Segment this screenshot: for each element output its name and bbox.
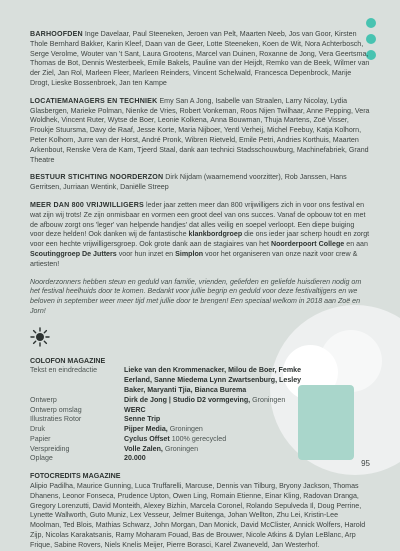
colofon-label: Illustraties Rotor (30, 415, 82, 424)
section-heading: BARHOOFDEN (30, 30, 83, 38)
colofon-value (124, 366, 324, 395)
colofon-label: Tekst en eindredactie (30, 366, 98, 375)
credits-content (30, 30, 370, 551)
highlight-scouting: Scoutinggroep De Jutters (30, 249, 117, 258)
section-heading: BESTUUR STICHTING NOORDERZON (30, 173, 164, 182)
colofon-value (124, 415, 324, 425)
colofon-label: Oplage (30, 454, 53, 463)
locatiemanagers-section (30, 97, 370, 166)
highlight-klankbordgroep: klankbordgroep (188, 230, 243, 239)
section-text: en aan (346, 240, 368, 249)
colofon-value (124, 454, 324, 464)
colofon-value-main: Pijper Media, (124, 425, 168, 434)
closing-note: Noorderzonners hebben steun en geduld van familie, vrienden, geliefden en geliefde huisdieren nodig om het festival heelhuids door te komen. Bedankt voor jullie begrip en geduld voor deze festivaltijgers en we beloven in september weer meer tijd met jullie door te brengen! Een speciaal welkom in 2018 aan Zoë en Jorn! (30, 277, 362, 315)
vrijwilligers-section (30, 201, 370, 270)
fotocredits-heading: FOTOCREDITS MAGAZINE (30, 472, 121, 481)
colofon-value-main: Volle Zalen, (124, 444, 163, 453)
page-number: 95 (361, 459, 370, 468)
section-heading: LOCATIEMANAGERS EN TECHNIEK (30, 96, 158, 105)
colofon-label: Ontwerp (30, 395, 57, 404)
dot-icon (366, 18, 376, 28)
colofon-value-sub: Groningen (252, 395, 286, 404)
colofon-value-main: 20.000 (124, 454, 146, 463)
colofon-label: Papier (30, 434, 51, 443)
colofon-value-main: Lieke van den Krommenacker, Milou de Boer, Femke Eerland, Sanne Miedema Lynn Zwartsenburg, Lesley Baker, Maryanti Tjia, Bianca Burema (124, 366, 302, 394)
colofon-value-main: Senne Trip (124, 415, 161, 424)
colofon-value-main: Cyclus Offset (124, 434, 170, 443)
colofon-value (124, 406, 324, 416)
section-text: voor het organiseren van onze nazit voor crew & artiesten! (30, 249, 358, 268)
section-text: die ons ieder jaar scherp houdt en zorgt voor een hechte vrijwilligersgroep. Ook grote dank aan de stagiaires van het (30, 230, 370, 249)
section-heading: MEER DAN 800 VRIJWILLIGERS (30, 200, 144, 209)
fotocredits-text: Alipio Padilha, Maurice Gunning, Luca Truffarelli, Marcuse, Dennis van Tilburg, Bryony Jackson, Thomas Dhanens, Leonor Fonseca, Prudence Upton, Owen Ling, Romain Etienne, Einar Kling, Radovan Dranga, Gregory Lorenzutti, David Monteith, Alexey Bizhin, Marcela Coronel, Rolando Sepulveda Il, Doug Perrine, Lynette Wallworth, Guto Muniz, Lex Vesseur, Jelmer Buitenga, Johan Wellton, Zhu Lei, Kristin-Lee Moolman, Ted Blois, Mathias Schwarz, John Morgan, Dan Monick, David McClister, Annick Wolfers, Harold Zijp, Nicolas Karakatsanis, Ramy Moharam Fouad, Bas de Brouwer, Nicole Atkins & Dylan LeBlanc, Arp Frique, Sabine Rovers, Niels Knelis Meijer, Pierre Borasci, Karel Zwaneveld, Jan Westerhof. (30, 482, 366, 549)
colofon-value-sub: Groningen (169, 425, 203, 434)
colofon-label: Druk (30, 425, 45, 434)
colofon-value-main: WERC (124, 405, 146, 414)
highlight-noorderpoort: Noorderpoort College (270, 240, 345, 249)
colofon-heading: COLOFON MAGAZINE (30, 356, 106, 365)
colofon-value (124, 445, 324, 455)
sun-icon (30, 327, 50, 347)
colofon-value-main: Dirk de Jong | Studio D2 vormgeving, (124, 395, 251, 404)
colofon-value (124, 435, 324, 445)
colofon-value (124, 396, 324, 406)
colofon-value-sub: Groningen (164, 444, 199, 453)
colofon-value-sub: 100% gerecycled (171, 434, 227, 443)
section-text: Dirk Nijdam (waarnemend voorzitter), Rob Janssen, Hans Gerritsen, Jurriaan Wentink, Daniëlle Streep (30, 173, 347, 192)
colofon-label: Ontwerp omslag (30, 405, 82, 414)
colofon-table (30, 366, 370, 464)
colofon-value (124, 425, 324, 435)
barhoofden-section (30, 30, 370, 89)
section-text: leder jaar zetten meer dan 800 vrijwilligers zich in voor ons festival en wat zijn wij trots! Ze zijn onmisbaar en vormen een groot deel van ons succes. Vanaf de opbouw tot en met de afbouw zorgt ons 'leger' van helpende handjes' dat alles veilig en soepel verloopt. Een diepe buiging voor deze helden! Ook danken wij de fantastische (30, 200, 366, 239)
highlight-simplon: Simplon (175, 249, 204, 258)
colofon-label: Verspreiding (30, 444, 70, 453)
section-text: voor hun inzet en (118, 249, 174, 258)
bestuur-section (30, 173, 370, 193)
section-text: Emy San A Jong, Isabelle van Straalen, Larry Nicolay, Lydia Glasbergen, Marieke Polman, Nienke de Vries, Robert Vonkeman, Roos Nijen Twilhaar, Anne Pepping, Vera Woldhek, Vincent Ruter, Wytse de Boer, Leonie Kolkena, Anna Bouwman, Thuja Martens, Zoë Visser, Froukje Stuursma, Davy de Raaf, Jesse Korte, Maria Nijboer, Yentl Verheij, Michel Feebuy, Katja Kolhorn, Peter Kolhorn, Jurre van der Horst, André Pronk, Wibren Rietveld, Emile Petri, Andries Korthuis, Maarten Arkenbout, Renske Vera de Kam, Tjeerd Staal, dank aan technici Stadsschouwburg, Machinefabriek, Grand Theatre (30, 96, 370, 164)
section-text: Inge Davelaar, Paul Steeneken, Jeroen van Pelt, Maarten Neeb, Jos van Goor, Kirsten Thole Bernhard Bakker, Karin Kleef, Daan van de Geer, Lotte Steeneken, Koen de Wit, Nora Achterbosch, Serge Verolme, Wouter van 't Sant, Laura Grootens, Marcel van Duinen, Roxanne de Jong, Vera Geertsma, Thomas de Bot, Dennis Westerbeek, Emile Bakels, Pauline van der Heijdt, Remko van de Beek, Wilmer van der Ziel, Jan Rol, Marleen Fleer, Marleen Reinders, Vincent Schelwald, Francesca Depenbrock, Marije Drogt, Lieske Bossenbroek, Jan ten Kampe (30, 30, 370, 87)
